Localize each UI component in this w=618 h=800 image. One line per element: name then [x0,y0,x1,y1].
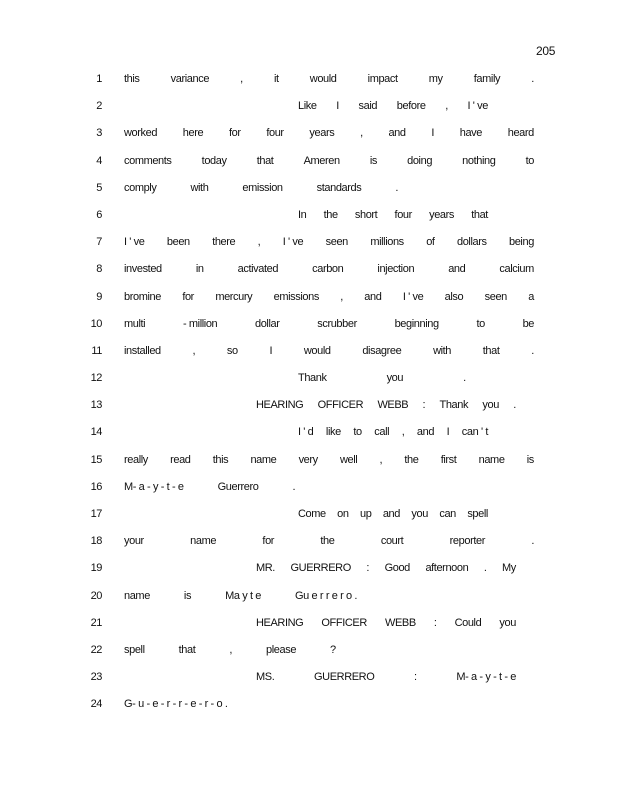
transcript-word: have [459,127,482,140]
transcript-line [0,641,618,668]
transcript-word: mercury [215,290,253,303]
transcript-word: your [124,535,144,548]
transcript-word: GUERRERO [290,562,351,575]
transcript-word: years [309,127,335,140]
transcript-word: I ' d [298,426,314,439]
transcript-word: G- u - e - r - r - e - r - o . [124,698,228,711]
transcript-word: for [182,290,194,303]
transcript-line [0,206,618,233]
transcript-word: calcium [499,263,534,276]
transcript-word: for [262,535,275,548]
line-text [124,127,534,139]
transcript-word: name [190,535,217,548]
line-number: 22 [90,643,102,656]
line-number: 18 [90,535,102,548]
transcript-word: activated [237,263,279,276]
transcript-line [0,587,618,614]
line-number: 23 [90,671,102,684]
transcript-word: it [273,73,279,85]
transcript-word: so [226,344,238,357]
transcript-word: My [502,562,516,575]
transcript-word: , [401,426,405,439]
transcript-word: multi [124,317,146,330]
transcript-line [0,260,618,287]
transcript-word: spell [467,508,488,520]
transcript-word: for [228,127,241,140]
transcript-line [0,70,618,97]
transcript-line [0,532,618,559]
transcript-word: spell [124,643,145,656]
transcript-word: the [323,208,338,221]
transcript-word: and [416,426,435,439]
line-number: 17 [90,508,102,520]
transcript-line [0,505,618,532]
line-number: 24 [90,698,102,711]
transcript-word: WEBB [377,399,409,412]
transcript-word: my [428,73,443,85]
transcript-word: comply [124,181,157,194]
line-text [124,698,228,710]
transcript-word: Could [454,616,482,629]
transcript-word: Thank [439,399,469,412]
transcript-line [0,233,618,260]
line-text [124,263,534,275]
transcript-word: scrubber [317,317,357,330]
line-text [124,318,534,330]
transcript-word: , [192,344,196,357]
transcript-word: I [269,344,273,357]
line-text [256,671,516,683]
transcript-word: : [366,562,370,575]
transcript-word: be [522,317,534,330]
transcript-word: heard [507,127,534,140]
line-text [298,100,488,112]
line-number: 14 [90,426,102,439]
transcript-line [0,179,618,206]
line-number: 21 [90,616,102,629]
line-text [124,535,534,547]
transcript-word: emission [242,181,283,194]
transcript-word: . [531,535,534,548]
transcript-word: this [124,73,140,85]
transcript-word: WEBB [384,616,416,629]
transcript-word: family [473,73,501,85]
transcript-word: OFFICER [321,616,367,629]
transcript-line [0,451,618,478]
transcript-word: MR. [256,562,275,575]
line-number: 8 [96,263,102,276]
transcript-word: Guerrero [217,480,259,493]
transcript-word: disagree [362,344,402,357]
transcript-word: years [429,208,455,221]
line-number: 12 [90,372,102,385]
line-text [298,372,466,384]
transcript-word: I [446,426,450,439]
transcript-word: call [374,426,390,439]
transcript-word: installed [124,344,161,357]
transcript-word: you [411,508,428,520]
transcript-word: emissions [273,290,319,303]
transcript-word: I ' ve [282,236,304,249]
transcript-word: HEARING [256,399,304,412]
transcript-word: : [422,399,426,412]
transcript-word: , [340,290,343,303]
transcript-word: carbon [312,263,344,276]
transcript-word: Ma y t e [225,589,262,602]
transcript-line [0,423,618,450]
transcript-word: four [394,208,412,221]
transcript-word: would [309,73,337,85]
transcript-word: . [463,372,466,385]
transcript-line [0,124,618,151]
transcript-word: can ' t [461,426,488,439]
line-number: 16 [90,480,102,493]
transcript-word: really [124,453,148,466]
transcript-word: court [380,535,404,548]
transcript-word: : [433,616,437,629]
transcript-line [0,97,618,124]
transcript-word: , [379,453,383,466]
line-number: 3 [96,127,102,140]
transcript-word: Thank [298,372,327,385]
transcript-word: Like [298,100,317,113]
transcript-word: . [395,181,399,194]
transcript-line [0,152,618,179]
transcript-line [0,369,618,396]
line-number: 11 [91,344,102,357]
transcript-word: to [476,317,485,330]
transcript-word: GUERRERO [314,671,375,684]
transcript-word: injection [377,263,415,276]
transcript-line [0,559,618,586]
transcript-word: , [445,100,448,113]
transcript-word: millions [370,236,404,249]
transcript-word: . [513,399,516,412]
transcript-word: , [360,127,363,140]
transcript-word: is [183,589,192,602]
transcript-word: . [531,344,534,357]
transcript-word: ? [330,643,336,656]
transcript-word: up [360,508,372,520]
line-number: 19 [90,562,102,575]
transcript-word: , [257,236,261,249]
line-text [124,481,295,493]
transcript-word: on [337,508,349,520]
transcript-word: OFFICER [317,399,364,412]
transcript-word: I ' ve [124,236,145,249]
transcript-word: short [354,208,378,221]
line-text [298,508,488,520]
transcript-word: I ' ve [467,100,488,113]
transcript-word: that [178,643,196,656]
line-text [124,73,534,85]
transcript-word: is [526,453,534,466]
transcript-word: said [358,100,378,113]
transcript-line [0,478,618,505]
transcript-word: I [431,127,434,140]
line-text [124,454,534,466]
transcript-word: would [303,344,331,357]
transcript-word: , [229,643,233,656]
line-text [124,155,534,167]
page-number: 205 [536,44,556,58]
transcript-word: with [433,344,452,357]
transcript-line [0,342,618,369]
transcript-word: a [528,290,534,303]
transcript-word: Good [384,562,410,575]
line-text [256,562,516,574]
transcript-word: variance [170,73,210,85]
transcript-word: there [212,236,236,249]
transcript-word: I [336,100,339,113]
transcript-line [0,695,618,722]
transcript-word: please [266,643,297,656]
transcript-word: : [414,671,417,684]
line-number: 20 [90,589,102,602]
transcript-word: seen [484,290,507,303]
transcript-word: also [444,290,464,303]
line-number: 9 [96,290,102,303]
transcript-word: M- a - y - t - e [124,480,184,493]
transcript-word: with [190,181,209,194]
transcript-word: nothing [462,154,496,167]
transcript-line [0,668,618,695]
transcript-word: Gu e r r e r o . [295,589,358,602]
transcript-word: in [195,263,204,276]
transcript-word: dollars [456,236,487,249]
transcript-word: Come [298,508,326,520]
transcript-lines [0,70,618,723]
transcript-word: been [166,236,190,249]
line-text [124,345,534,357]
transcript-word: and [364,290,382,303]
transcript-word: . [292,480,296,493]
line-text [124,182,398,194]
transcript-word: read [170,453,191,466]
line-number: 7 [96,236,102,249]
line-number: 10 [90,317,102,330]
line-text [124,236,534,248]
transcript-word: today [201,154,227,167]
transcript-word: being [509,236,534,249]
line-number: 5 [96,181,102,194]
transcript-word: like [325,426,341,439]
transcript-word: bromine [124,290,161,303]
line-number: 6 [96,208,102,221]
transcript-word: is [369,154,377,167]
line-text [256,399,516,411]
transcript-word: you [499,616,516,629]
transcript-word: to [525,154,534,167]
transcript-word: and [448,263,466,276]
transcript-word: the [320,535,335,548]
transcript-word: dollar [255,317,280,330]
transcript-word: name [124,589,150,602]
transcript-word: comments [124,154,172,167]
transcript-word: and [388,127,406,140]
line-number: 4 [96,154,102,167]
transcript-word: HEARING [256,616,304,629]
transcript-word: beginning [394,317,439,330]
transcript-word: four [266,127,284,140]
transcript-word: impact [367,73,398,85]
transcript-word: that [471,208,488,221]
transcript-word: reporter [449,535,485,548]
transcript-word: afternoon [425,562,469,575]
transcript-line [0,288,618,315]
transcript-word: of [426,236,435,249]
transcript-line [0,396,618,423]
line-number: 2 [96,100,102,113]
line-number: 13 [90,399,102,412]
transcript-word: M- a - y - t - e [456,671,516,684]
transcript-word: name [250,453,277,466]
transcript-word: very [298,453,318,466]
transcript-word: worked [124,127,158,140]
transcript-word: the [404,453,419,466]
transcript-word: here [182,127,204,140]
transcript-word: doing [407,154,433,167]
transcript-word: . [531,73,534,85]
transcript-word: I ' ve [402,290,424,303]
transcript-word: well [339,453,358,466]
transcript-word: you [482,399,499,412]
transcript-word: before [396,100,426,113]
transcript-word: name [478,453,505,466]
transcript-word: first [440,453,457,466]
line-text [124,291,534,303]
transcript-word: standards [316,181,362,194]
transcript-word: you [386,372,404,385]
line-text [298,209,488,221]
transcript-word: invested [124,263,162,276]
line-text [124,590,357,602]
transcript-word: Ameren [303,154,340,167]
line-number: 1 [96,73,102,85]
transcript-word: In [298,208,307,221]
transcript-word: . [483,562,487,575]
line-text [298,426,488,438]
transcript-word: this [212,453,229,466]
line-number: 15 [90,453,102,466]
transcript-word: and [382,508,400,520]
transcript-word: seen [325,236,348,249]
transcript-line [0,614,618,641]
transcript-word: that [256,154,274,167]
transcript-word: to [353,426,362,439]
transcript-word: can [439,508,456,520]
transcript-word: that [482,344,500,357]
transcript-word: - million [182,317,218,330]
transcript-word: MS. [256,671,275,684]
transcript-word: , [240,73,243,85]
transcript-line [0,315,618,342]
line-text [124,644,336,656]
line-text [256,617,516,629]
